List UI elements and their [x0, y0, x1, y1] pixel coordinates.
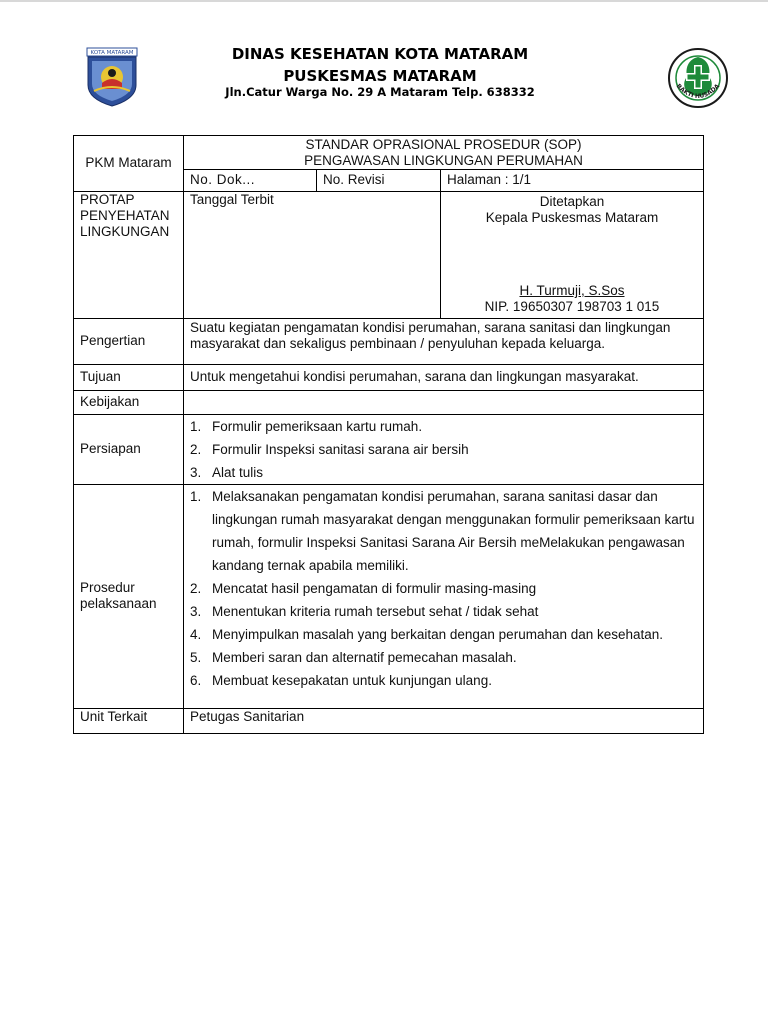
list-item: 2. Mencatat hasil pengamatan di formulir masing-masing	[190, 580, 537, 596]
tujuan-text: Untuk mengetahui kondisi perumahan, sarana dan lingkungan masyarakat.	[184, 364, 704, 390]
sop-title-cell	[184, 136, 704, 170]
kota-mataram-emblem-logo	[86, 47, 138, 107]
list-item: 1. Melaksanakan pengamatan kondisi perumahan, sarana sanitasi dasar dan lingkungan rumah masyarakat dengan menggunakan formulir pemeriksaan kartu rumah, formulir Inspeksi Sanitasi Sarana Air Bersih meMelakukan pengawasan kandang ternak apabila memiliki.	[190, 488, 695, 573]
sop-title-line2: PENGAWASAN LINGKUNGAN PERUMAHAN	[304, 152, 583, 168]
signer-nip: NIP. 19650307 198703 1 015	[484, 298, 660, 314]
pengertian-text: Suatu kegiatan pengamatan kondisi perumahan, sarana sanitasi dan lingkungan masyarakat dan sekaligus pembinaan / penyuluhan kepada keluarga.	[184, 318, 704, 364]
list-item: 1. Formulir pemeriksaan kartu rumah.	[190, 418, 423, 434]
signer-name: H. Turmuji, S.Sos	[519, 283, 625, 298]
kepala-title: Kepala Puskesmas Mataram	[485, 209, 659, 225]
pengertian-label: Pengertian	[74, 318, 184, 364]
protap-cell: PROTAP PENYEHATAN LINGKUNGAN	[74, 191, 184, 318]
no-dok-cell: No. Dok...	[184, 169, 317, 191]
tujuan-label: Tujuan	[74, 364, 184, 390]
unit-terkait-label: Unit Terkait	[74, 708, 184, 733]
svg-text:BAKTI HUSADA: BAKTI HUSADA	[674, 82, 722, 101]
list-item: 3. Menentukan kriteria rumah tersebut sehat / tidak sehat	[190, 603, 539, 619]
sop-table	[73, 135, 704, 734]
list-item: 4. Menyimpulkan masalah yang berkaitan dengan perumahan dan kesehatan.	[190, 626, 664, 642]
list-item: 2. Formulir Inspeksi sanitasi sarana air bersih	[190, 441, 469, 457]
header-agency-name: DINAS KESEHATAN KOTA MATARAM	[231, 45, 529, 63]
no-revisi-cell: No. Revisi	[317, 169, 441, 191]
pkm-cell: PKM Mataram	[74, 136, 184, 192]
svg-text:KOTA MATARAM: KOTA MATARAM	[90, 50, 134, 57]
kebijakan-text	[184, 390, 704, 414]
header-address: Jln.Catur Warga No. 29 A Mataram Telp. 638332	[225, 85, 535, 99]
tanggal-terbit-cell: Tanggal Terbit	[184, 191, 441, 318]
page-top-rule	[0, 0, 768, 2]
bakti-husada-logo	[667, 47, 729, 109]
prosedur-list	[190, 485, 697, 692]
persiapan-list	[190, 415, 697, 484]
ditetapkan-label: Ditetapkan	[539, 193, 605, 209]
unit-terkait-text: Petugas Sanitarian	[184, 708, 704, 733]
prosedur-label: Prosedur pelaksanaan	[74, 484, 184, 708]
persiapan-label: Persiapan	[74, 414, 184, 484]
ditetapkan-cell	[441, 191, 704, 318]
kebijakan-label: Kebijakan	[74, 390, 184, 414]
halaman-cell: Halaman : 1/1	[441, 169, 704, 191]
header-puskesmas-name: PUSKESMAS MATARAM	[283, 67, 477, 85]
persiapan-cell	[184, 414, 704, 484]
prosedur-cell	[184, 484, 704, 708]
list-item: 5. Memberi saran dan alternatif pemecahan masalah.	[190, 649, 517, 665]
sop-title-line1: STANDAR OPRASIONAL PROSEDUR (SOP)	[305, 137, 582, 152]
list-item: 3. Alat tulis	[190, 464, 264, 480]
list-item: 6. Membuat kesepakatan untuk kunjungan ulang.	[190, 672, 492, 688]
